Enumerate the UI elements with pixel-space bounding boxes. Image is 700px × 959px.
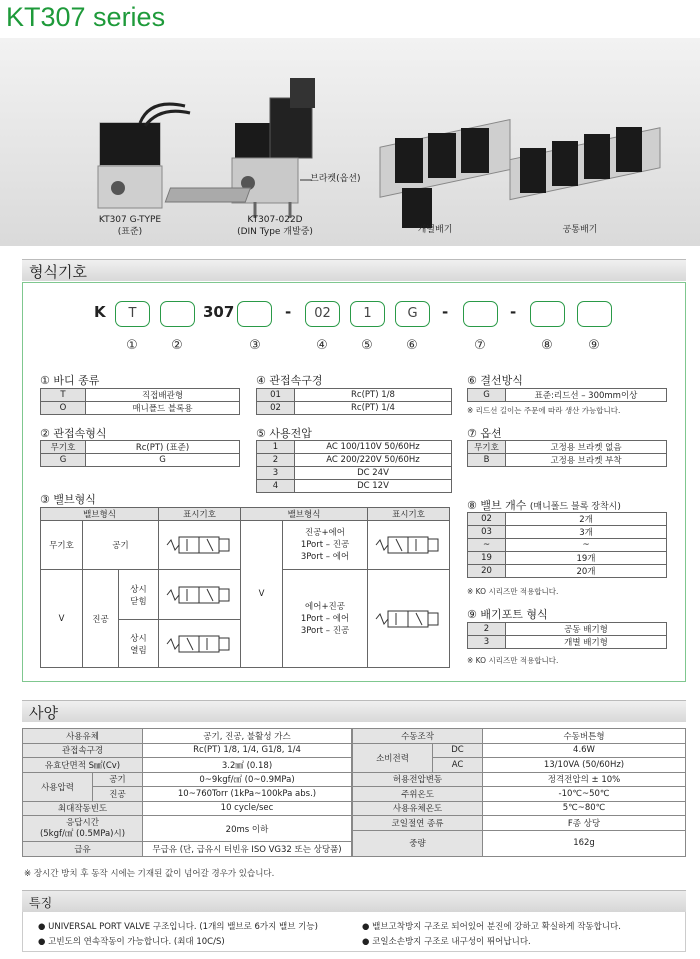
voltage-title: ⑤ 사용전압: [256, 427, 312, 440]
valve-count-table: 02 2개 03 3개 ~ ~ 19 19개 20 20개: [467, 512, 667, 578]
valve-type-title: ③ 밸브형식: [40, 493, 96, 506]
exhaust-port-title: ⑨ 배기포트 형식: [467, 608, 548, 621]
features-section-header: 특징: [22, 890, 686, 912]
valve-symbol-vac-air: [368, 521, 450, 570]
connection-table: 무기호 Rc(PT) (표준) G G: [40, 440, 240, 467]
circle-1: ①: [126, 338, 138, 353]
body-type-table: T 직접배관형 O 매니폴드 블록용: [40, 388, 240, 415]
spec-section-header: 사양: [22, 700, 686, 722]
code-box-3: [237, 301, 272, 327]
valve-count-title: ⑧ 밸브 개수 (매니폴드 블록 장착시): [467, 499, 621, 512]
valve-symbol-air: [159, 521, 241, 570]
product-caption-2: KT307-022D (DIN Type 개발중): [237, 215, 313, 237]
bracket-label: 브라켓(옵션): [310, 174, 361, 184]
circle-4: ④: [316, 338, 328, 353]
exhaust-port-table: 2 공동 배기형 3 개별 배기형: [467, 622, 667, 649]
connection-title: ② 관접속형식: [40, 427, 107, 440]
circle-9: ⑨: [588, 338, 600, 353]
spec-table-right: 수동조작 수동버튼형 소비전력 DC 4.6W AC 13/10VA (50/60Hz) 허용전압변동 정격전압의 ± 10% 주위온도 -10℃~50℃ 사용유체온도 5℃~80℃ 코일절연 종류 F종 상당 중량 162g: [352, 728, 686, 857]
feature-item-1: ● UNIVERSAL PORT VALVE 구조입니다. (1개의 밸브로 6가지 밸브 기능): [38, 922, 318, 932]
circle-8: ⑧: [541, 338, 553, 353]
valve-symbol-vac-no: [159, 620, 241, 668]
code-dash-3: -: [510, 303, 517, 321]
code-mid: 307: [203, 303, 235, 321]
port-size-title: ④ 관접속구경: [256, 374, 323, 387]
valve-symbol-air-vac: [368, 570, 450, 668]
code-box-9: [577, 301, 612, 327]
code-box-4: 02: [305, 301, 340, 327]
code-box-8: [530, 301, 565, 327]
wiring-table: G 표준:리드선 – 300mm이상: [467, 388, 667, 402]
feature-item-3: ● 밸브고착방지 구조로 되어있어 분진에 강하고 확실하게 작동합니다.: [362, 922, 621, 932]
page-title: KT307 series: [6, 2, 166, 32]
code-box-5: 1: [350, 301, 385, 327]
circle-5: ⑤: [361, 338, 373, 353]
code-box-7: [463, 301, 498, 327]
circle-6: ⑥: [406, 338, 418, 353]
product-photo-band: [0, 38, 700, 246]
code-box-1: T: [115, 301, 150, 327]
code-box-2: [160, 301, 195, 327]
circle-7: ⑦: [474, 338, 486, 353]
valve-count-note: ※ KO 시리즈만 적용합니다.: [467, 587, 559, 596]
kt307-022d-photo: [165, 78, 315, 218]
product-caption-1: KT307 G-TYPE (표준): [98, 215, 162, 237]
wiring-title: ⑥ 결선방식: [467, 374, 523, 387]
product-caption-4: 공통배기: [562, 225, 598, 235]
code-dash-2: -: [442, 303, 449, 321]
valve-symbol-vac-nc: [159, 570, 241, 620]
manifold-common-photo: [510, 127, 660, 200]
product-caption-3: 개별배기: [417, 225, 453, 235]
spec-note: ※ 장시간 방치 후 동작 시에는 기재된 값이 넘어갈 경우가 있습니다.: [24, 869, 275, 879]
circle-2: ②: [171, 338, 183, 353]
manifold-individual-photo: [380, 120, 510, 228]
spec-table-left: 사용유체 공기, 진공, 불활성 가스 관접속구경 Rc(PT) 1/8, 1/4, G1/8, 1/4 유효단면적 S㎟(Cv) 3.2㎟ (0.18) 사용압력 공기 0~9kgf/㎠ (0~0.9MPa) 진공 10~760Torr (1kPa~100kPa abs.) 최대작동빈도 10 cycle/sec 응답시간 (5kgf/㎠ (0.5MPa)시) 20ms 이하 급유 무급유 (단, 급유시 터빈유 ISO VG32 또는 상당품): [22, 728, 352, 857]
wiring-note: ※ 리드선 길이는 주문에 따라 생산 가능합니다.: [467, 406, 621, 415]
feature-item-2: ● 고빈도의 연속작동이 가능합니다. (최대 10C/S): [38, 937, 225, 947]
option-table: 무기호 고정용 브라켓 없음 B 고정용 브라켓 부착: [467, 440, 667, 467]
code-prefix: K: [94, 303, 106, 321]
option-title: ⑦ 옵션: [467, 427, 502, 440]
feature-item-4: ● 코일소손방지 구조로 내구성이 뛰어납니다.: [362, 937, 531, 947]
exhaust-port-note: ※ KO 시리즈만 적용합니다.: [467, 656, 559, 665]
code-box-6: G: [395, 301, 430, 327]
body-type-title: ① 바디 종류: [40, 374, 100, 387]
port-size-table: 01 Rc(PT) 1/8 02 Rc(PT) 1/4: [256, 388, 452, 415]
model-section-header: 형식기호: [22, 259, 686, 281]
voltage-table: 1 AC 100/110V 50/60Hz 2 AC 200/220V 50/60Hz 3 DC 24V 4 DC 12V: [256, 440, 452, 493]
circle-3: ③: [249, 338, 261, 353]
code-dash-1: -: [285, 303, 292, 321]
valve-type-table: 밸브형식 표시기호 밸브형식 표시기호 무기호 공기 V 진공+에어 1Port – 진공 3Port – 에어 V 진공 상시 닫힘 에어+진공 1Port – 에어 3Port – 진공 상시 열림: [40, 507, 450, 668]
